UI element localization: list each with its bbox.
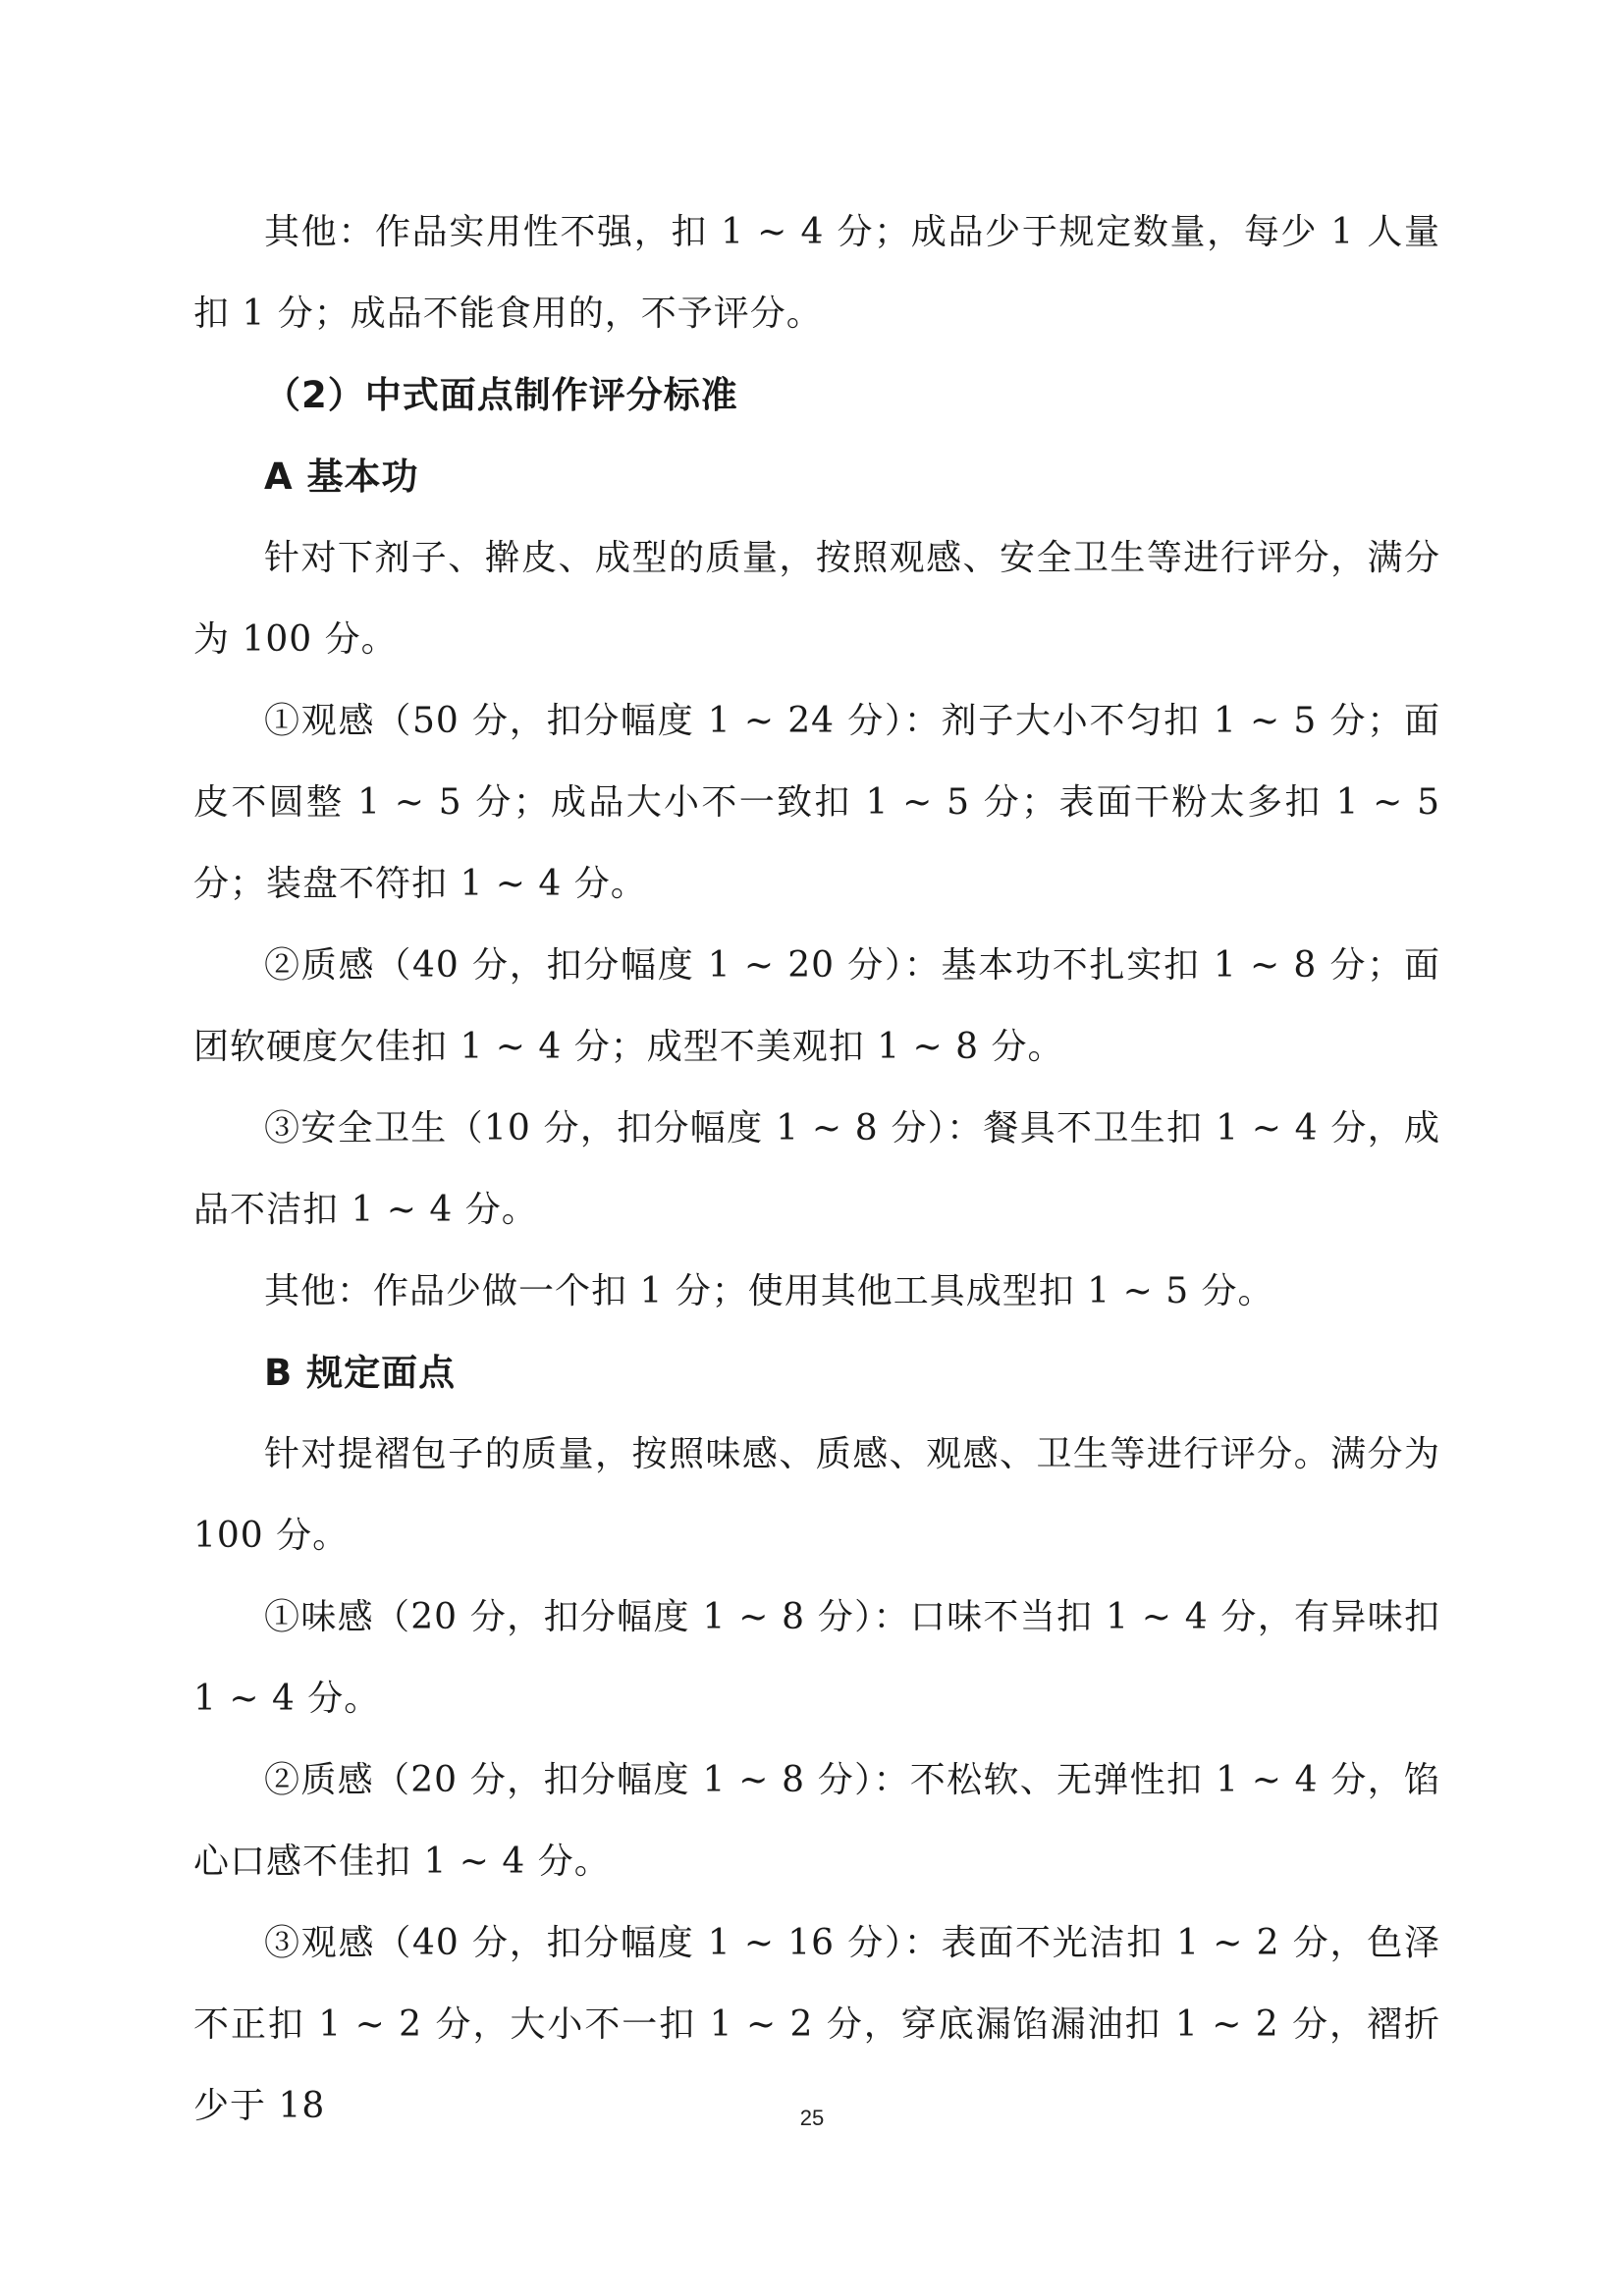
- paragraph-taste-criteria: ①味感（20 分，扣分幅度 1 ~ 8 分）：口味不当扣 1 ~ 4 分，有异味扣 1 ~ 4 分。: [193, 1597, 1440, 1719]
- paragraph-hygiene-criteria: ③安全卫生（10 分，扣分幅度 1 ~ 8 分）：餐具不卫生扣 1 ~ 4 分，成品不洁扣 1 ~ 4 分。: [193, 1108, 1440, 1230]
- paragraph-required-pastry-intro: 针对提褶包子的质量，按照味感、质感、观感、卫生等进行评分。满分为 100 分。: [193, 1434, 1440, 1556]
- paragraph-basic-skills-intro: 针对下剂子、擀皮、成型的质量，按照观感、安全卫生等进行评分，满分为 100 分。: [193, 538, 1440, 660]
- paragraph-texture-criteria: ②质感（40 分，扣分幅度 1 ~ 20 分）：基本功不扎实扣 1 ~ 8 分；面团软硬度欠佳扣 1 ~ 4 分；成型不美观扣 1 ~ 8 分。: [193, 945, 1440, 1067]
- paragraph-appearance-criteria: ①观感（50 分，扣分幅度 1 ~ 24 分）：剂子大小不匀扣 1 ~ 5 分；面皮不圆整 1 ~ 5 分；成品大小不一致扣 1 ~ 5 分；表面干粉太多扣 1 ~ 5 分；装盘不符扣 1 ~ 4 分。: [193, 701, 1440, 904]
- subheading-required-pastry: B 规定面点: [264, 1352, 457, 1394]
- subheading-basic-skills: A 基本功: [264, 455, 419, 498]
- paragraph-other-basic-skills: 其他：作品少做一个扣 1 分；使用其他工具成型扣 1 ~ 5 分。: [264, 1271, 1274, 1311]
- paragraph-bun-texture-criteria: ②质感（20 分，扣分幅度 1 ~ 8 分）：不松软、无弹性扣 1 ~ 4 分，馅心口感不佳扣 1 ~ 4 分。: [193, 1760, 1440, 1882]
- section-heading-chinese-pastry-scoring: （2）中式面点制作评分标准: [264, 374, 738, 416]
- paragraph-bun-appearance-criteria: ③观感（40 分，扣分幅度 1 ~ 16 分）：表面不光洁扣 1 ~ 2 分，色泽不正扣 1 ~ 2 分，大小不一扣 1 ~ 2 分，穿底漏馅漏油扣 1 ~ 2 分，褶折少于 18: [193, 1923, 1440, 2126]
- page-number: 25: [799, 2106, 825, 2130]
- document-body: [193, 191, 1440, 2147]
- paragraph-other-deductions: 其他：作品实用性不强，扣 1 ~ 4 分；成品少于规定数量，每少 1 人量扣 1 分；成品不能食用的，不予评分。: [193, 212, 1440, 334]
